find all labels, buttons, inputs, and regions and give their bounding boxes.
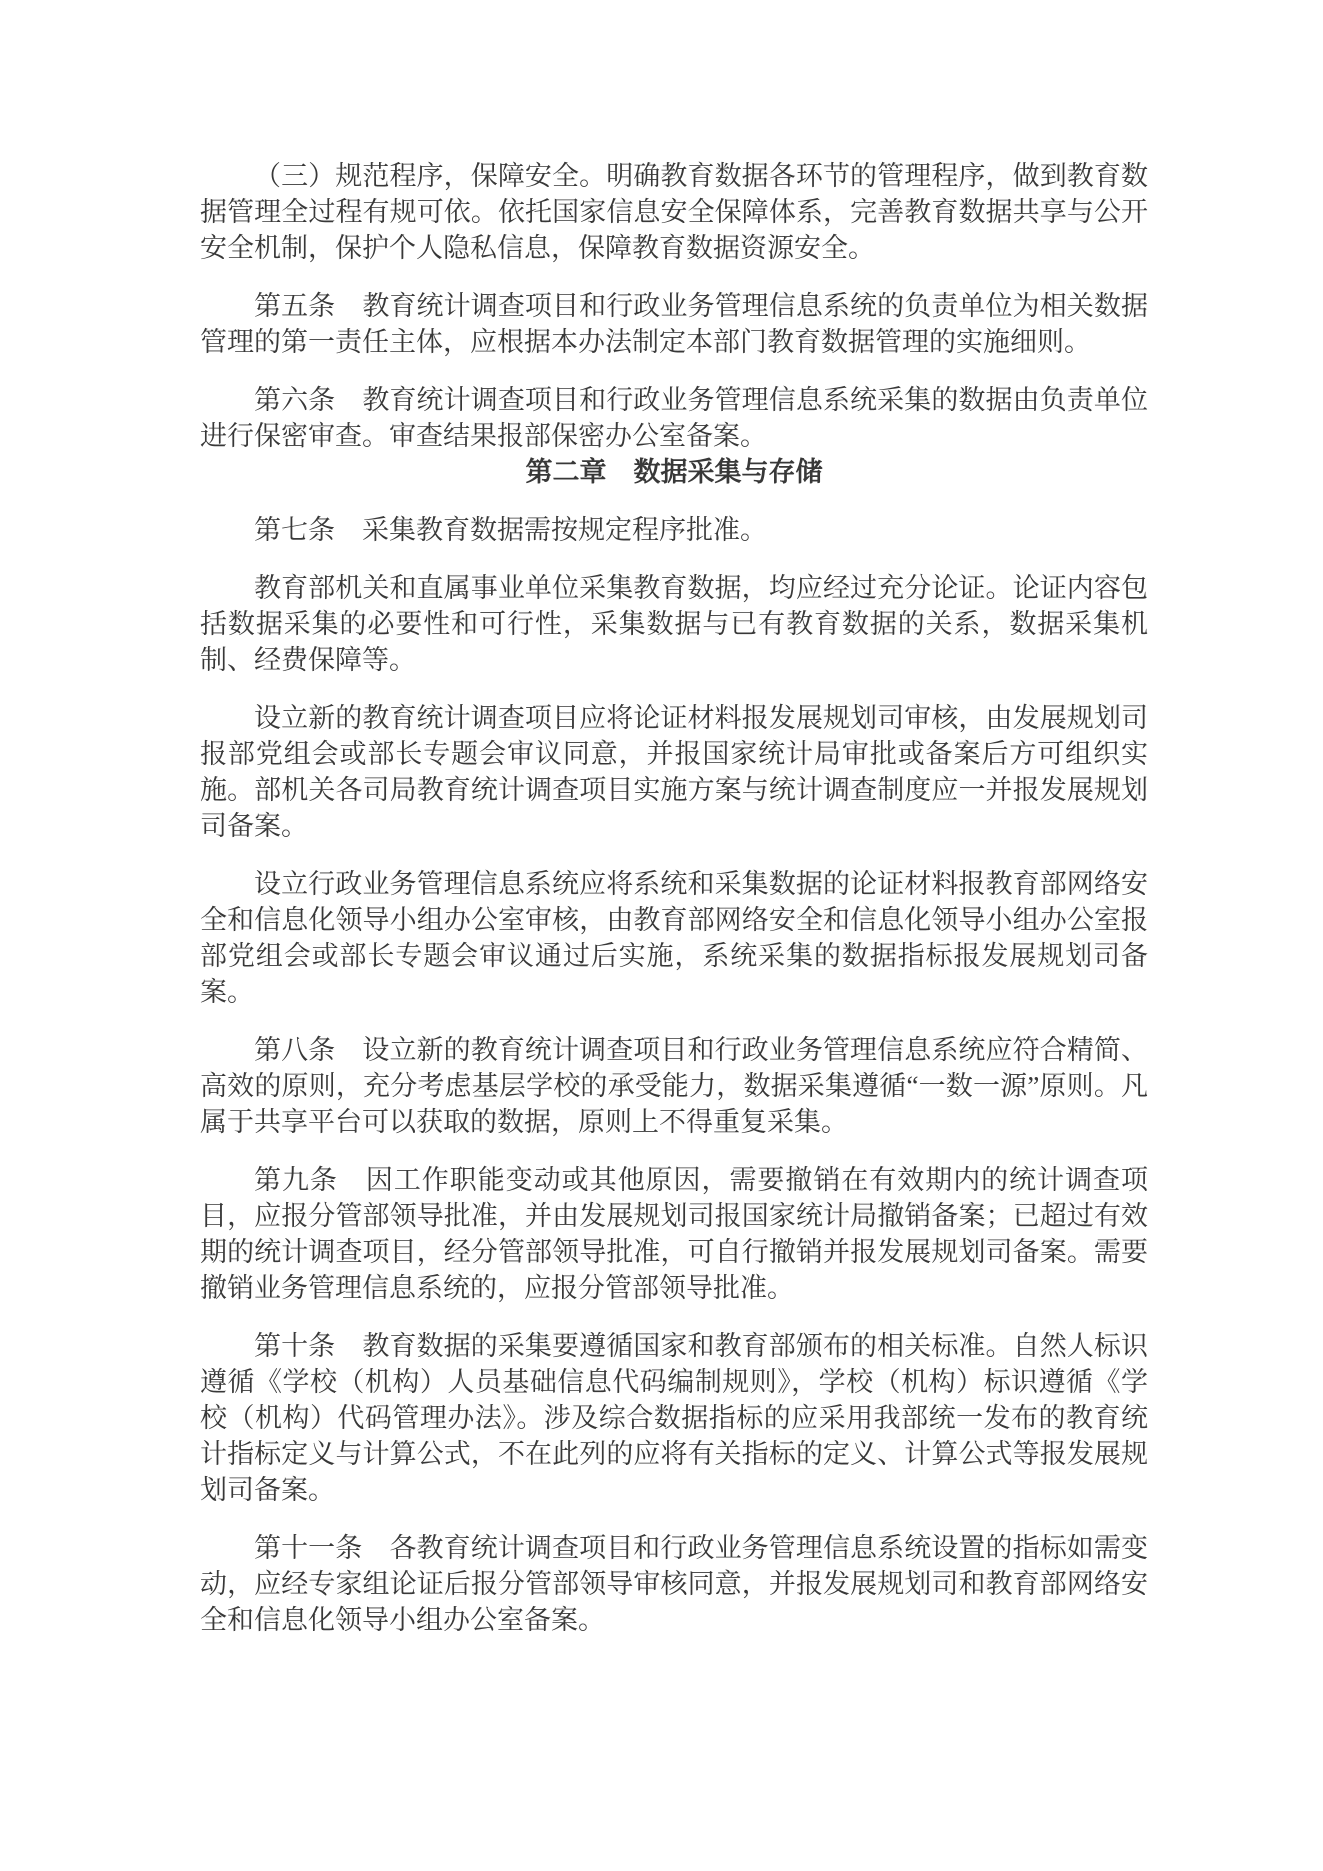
paragraph-article-8: 第八条 设立新的教育统计调查项目和行政业务管理信息系统应符合精简、高效的原则，充分考虑基层学校的承受能力，数据采集遵循“一数一源”原则。凡属于共享平台可以获取的数据，原则上不得重复采集。 [200,1035,1148,1137]
document-body [200,158,1148,1638]
paragraph-article-5: 第五条 教育统计调查项目和行政业务管理信息系统的负责单位为相关数据管理的第一责任主体，应根据本办法制定本部门教育数据管理的实施细则。 [200,291,1148,357]
paragraph-item-3-overview: （三）规范程序，保障安全。明确教育数据各环节的管理程序，做到教育数据管理全过程有规可依。依托国家信息安全保障体系，完善教育数据共享与公开安全机制，保护个人隐私信息，保障教育数据资源安全。 [200,161,1148,263]
paragraph-article-6: 第六条 教育统计调查项目和行政业务管理信息系统采集的数据由负责单位进行保密审查。审查结果报部保密办公室备案。 [200,385,1148,451]
paragraph-article-11: 第十一条 各教育统计调查项目和行政业务管理信息系统设置的指标如需变动，应经专家组论证后报分管部领导审核同意，并报发展规划司和教育部网络安全和信息化领导小组办公室备案。 [200,1533,1148,1635]
paragraph-article-9: 第九条 因工作职能变动或其他原因，需要撤销在有效期内的统计调查项目，应报分管部领导批准，并由发展规划司报国家统计局撤销备案；已超过有效期的统计调查项目，经分管部领导批准，可自行撤销并报发展规划司备案。需要撤销业务管理信息系统的，应报分管部领导批准。 [200,1165,1148,1303]
chapter-heading: 第二章 数据采集与存储 [525,457,823,487]
paragraph-article-7-justification: 教育部机关和直属事业单位采集教育数据，均应经过充分论证。论证内容包括数据采集的必要性和可行性，采集数据与已有教育数据的关系，数据采集机制、经费保障等。 [200,573,1148,675]
paragraph-new-statistics-project: 设立新的教育统计调查项目应将论证材料报发展规划司审核，由发展规划司报部党组会或部长专题会审议同意，并报国家统计局审批或备案后方可组织实施。部机关各司局教育统计调查项目实施方案与统计调查制度应一并报发展规划司备案。 [200,703,1148,841]
paragraph-article-7: 第七条 采集教育数据需按规定程序批准。 [254,515,767,545]
paragraph-new-admin-info-system: 设立行政业务管理信息系统应将系统和采集数据的论证材料报教育部网络安全和信息化领导小组办公室审核，由教育部网络安全和信息化领导小组办公室报部党组会或部长专题会审议通过后实施，系统采集的数据指标报发展规划司备案。 [200,869,1148,1007]
paragraph-article-10: 第十条 教育数据的采集要遵循国家和教育部颁布的相关标准。自然人标识遵循《学校（机构）人员基础信息代码编制规则》，学校（机构）标识遵循《学校（机构）代码管理办法》。涉及综合数据指标的应采用我部统一发布的教育统计指标定义与计算公式，不在此列的应将有关指标的定义、计算公式等报发展规划司备案。 [200,1331,1148,1505]
